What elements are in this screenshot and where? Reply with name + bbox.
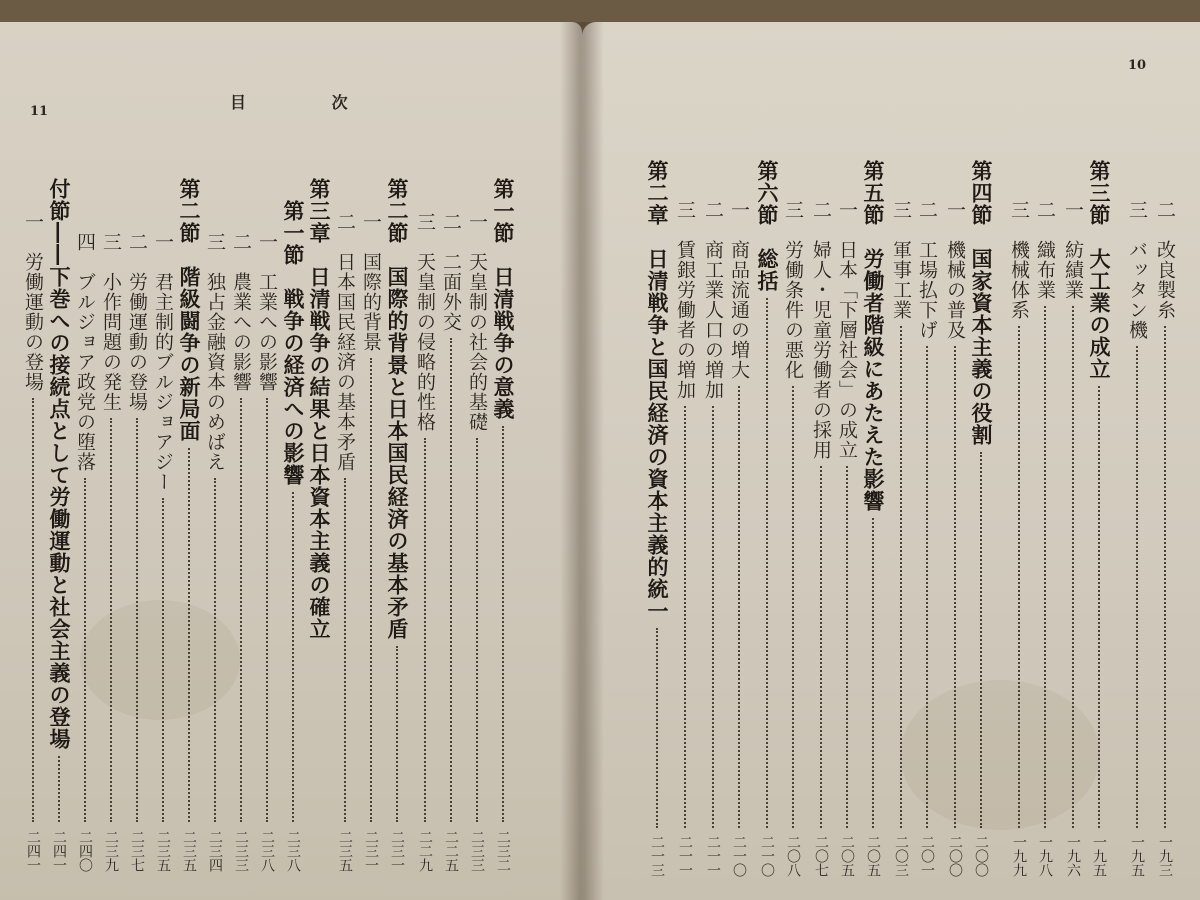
toc-page-number: 二四〇 — [77, 830, 93, 872]
toc-page-number: 二一一 — [677, 835, 693, 877]
toc-entry-title: 第五節 労働者階級にあたえた影響 — [861, 160, 886, 512]
toc-page-number: 二三九 — [103, 830, 119, 872]
toc-leader-dots — [476, 438, 480, 822]
toc-entry-title: 第二節 国際的背景と日本国民経済の基本矛盾 — [385, 178, 410, 640]
toc-entry-title: 一 君主制的ブルジョアジー — [152, 232, 174, 492]
toc-leader-dots — [980, 452, 984, 828]
toc-entry-title: 一 機械の普及 — [944, 200, 966, 340]
toc-entry-title: 一 天皇制の社会的基礎 — [466, 212, 488, 432]
toc-leader-dots — [266, 398, 270, 822]
toc-entry-title: 三 機械体系 — [1008, 200, 1030, 320]
toc-page-number: 二三一 — [363, 830, 379, 872]
contents-header: 目 次 — [230, 93, 388, 112]
toc-page-number: 二三二 — [495, 830, 511, 872]
toc-page-number: 二三一 — [389, 830, 405, 872]
toc-leader-dots — [162, 498, 166, 822]
toc-entry-title: 付節――下巻への接続点として労働運動と社会主義の登場 — [47, 178, 72, 750]
toc-leader-dots — [846, 466, 850, 828]
toc-leader-dots — [450, 338, 454, 822]
toc-leader-dots — [344, 478, 348, 822]
toc-leader-dots — [370, 358, 374, 822]
toc-page-number: 二一一 — [705, 835, 721, 877]
toc-entry-title: 第三章 日清戦争の結果と日本資本主義の確立 — [307, 178, 332, 640]
toc-page-number: 一九八 — [1037, 835, 1053, 877]
toc-page-number: 二〇一 — [919, 835, 935, 877]
right-page — [582, 22, 1200, 900]
toc-leader-dots — [240, 398, 244, 822]
toc-entry-title: 三 独占金融資本のめばえ — [204, 232, 226, 472]
toc-page-number: 一九五 — [1091, 835, 1107, 877]
toc-leader-dots — [1164, 326, 1168, 828]
toc-leader-dots — [110, 418, 114, 822]
toc-page-number: 二三七 — [129, 830, 145, 872]
toc-leader-dots — [84, 478, 88, 822]
right-page-number: 10 — [1128, 58, 1147, 73]
toc-entry-title: 三 天皇制の侵略的性格 — [414, 212, 436, 432]
toc-leader-dots — [292, 492, 296, 822]
toc-leader-dots — [712, 406, 716, 828]
paper-stain — [900, 680, 1100, 830]
left-page-number: 11 — [30, 104, 49, 119]
toc-page-number: 二一〇 — [731, 835, 747, 877]
toc-entry-title: 三 小作問題の発生 — [100, 232, 122, 412]
toc-leader-dots — [502, 426, 506, 822]
toc-entry-title: 一 工業への影響 — [256, 232, 278, 392]
toc-entry-title: 三 軍事工業 — [890, 200, 912, 320]
toc-page-number: 二三四 — [207, 830, 223, 872]
toc-entry-title: 二 商工業人口の増加 — [702, 200, 724, 400]
toc-page-number: 一九三 — [1157, 835, 1173, 877]
toc-leader-dots — [58, 756, 62, 822]
toc-entry-title: 二 労働運動の登場 — [126, 232, 148, 412]
toc-page-number: 二三五 — [181, 830, 197, 872]
toc-page-number: 二三三 — [469, 830, 485, 872]
toc-page-number: 一九五 — [1129, 835, 1145, 877]
toc-page-number: 二〇〇 — [973, 835, 989, 877]
toc-leader-dots — [424, 438, 428, 822]
toc-page-number: 二三三 — [233, 830, 249, 872]
toc-page-number: 一九六 — [1065, 835, 1081, 877]
toc-entry-title: 第四節 国家資本主義の役割 — [969, 160, 994, 446]
toc-leader-dots — [656, 628, 660, 828]
toc-page-number: 二〇三 — [893, 835, 909, 877]
toc-entry-title: 二 農業への影響 — [230, 232, 252, 392]
toc-entry-title: 二 織布業 — [1034, 200, 1056, 300]
toc-leader-dots — [1072, 306, 1076, 828]
toc-leader-dots — [1018, 326, 1022, 828]
toc-page-number: 二〇八 — [785, 835, 801, 877]
toc-page-number: 二三五 — [337, 830, 353, 872]
toc-page-number: 二三八 — [259, 830, 275, 872]
toc-entry-title: 第三節 大工業の成立 — [1087, 160, 1112, 380]
toc-page-number: 二三八 — [285, 830, 301, 872]
toc-page-number: 二〇五 — [839, 835, 855, 877]
toc-page-number: 二一三 — [649, 835, 665, 877]
toc-page-number: 二三五 — [155, 830, 171, 872]
toc-page-number: 二四一 — [51, 830, 67, 872]
toc-leader-dots — [792, 386, 796, 828]
toc-entry-title: 一 国際的背景 — [360, 212, 382, 352]
toc-page-number: 二四一 — [25, 830, 41, 872]
toc-entry-title: 第二節 階級闘争の新局面 — [177, 178, 202, 442]
toc-leader-dots — [396, 646, 400, 822]
toc-entry-title: 三 賃銀労働者の増加 — [674, 200, 696, 400]
toc-page-number: 二二九 — [417, 830, 433, 872]
toc-leader-dots — [900, 326, 904, 828]
toc-entry-title: 一 紡績業 — [1062, 200, 1084, 300]
toc-leader-dots — [872, 518, 876, 828]
toc-entry-title: 二 婦人・児童労働者の採用 — [810, 200, 832, 460]
toc-entry-title: 四 ブルジョア政党の堕落 — [74, 232, 96, 472]
toc-page-number: 二二五 — [443, 830, 459, 872]
toc-leader-dots — [188, 448, 192, 822]
toc-entry-title: 一 日本「下層社会」の成立 — [836, 200, 858, 460]
toc-leader-dots — [1136, 346, 1140, 828]
toc-entry-title: 二 二面外交 — [440, 212, 462, 332]
toc-entry-title: 一 労働運動の登場 — [22, 212, 44, 392]
toc-leader-dots — [1044, 306, 1048, 828]
toc-entry-title: 二 工場払下げ — [916, 200, 938, 340]
toc-page-number: 二一〇 — [759, 835, 775, 877]
toc-leader-dots — [738, 386, 742, 828]
toc-leader-dots — [954, 346, 958, 828]
toc-entry-title: 第一節 戦争の経済への影響 — [281, 200, 306, 486]
toc-leader-dots — [684, 406, 688, 828]
toc-entry-title: 三 労働条件の悪化 — [782, 200, 804, 380]
toc-leader-dots — [926, 346, 930, 828]
toc-page-number: 二〇〇 — [947, 835, 963, 877]
toc-entry-title: 二 改良製糸 — [1154, 200, 1176, 320]
toc-entry-title: 第一節 日清戦争の意義 — [491, 178, 516, 420]
toc-leader-dots — [820, 466, 824, 828]
toc-entry-title: 二 日本国民経済の基本矛盾 — [334, 212, 356, 472]
toc-entry-title: 三 バッタン機 — [1126, 200, 1148, 340]
toc-page-number: 二〇七 — [813, 835, 829, 877]
toc-leader-dots — [214, 478, 218, 822]
toc-leader-dots — [1098, 386, 1102, 828]
toc-entry-title: 第二章 日清戦争と国民経済の資本主義的統一 — [645, 160, 670, 622]
toc-leader-dots — [766, 298, 770, 828]
toc-entry-title: 第六節 総括 — [755, 160, 780, 292]
toc-page-number: 一九九 — [1011, 835, 1027, 877]
toc-leader-dots — [136, 418, 140, 822]
book-gutter — [560, 22, 604, 900]
toc-entry-title: 一 商品流通の増大 — [728, 200, 750, 380]
toc-page-number: 二〇五 — [865, 835, 881, 877]
toc-leader-dots — [32, 398, 36, 822]
